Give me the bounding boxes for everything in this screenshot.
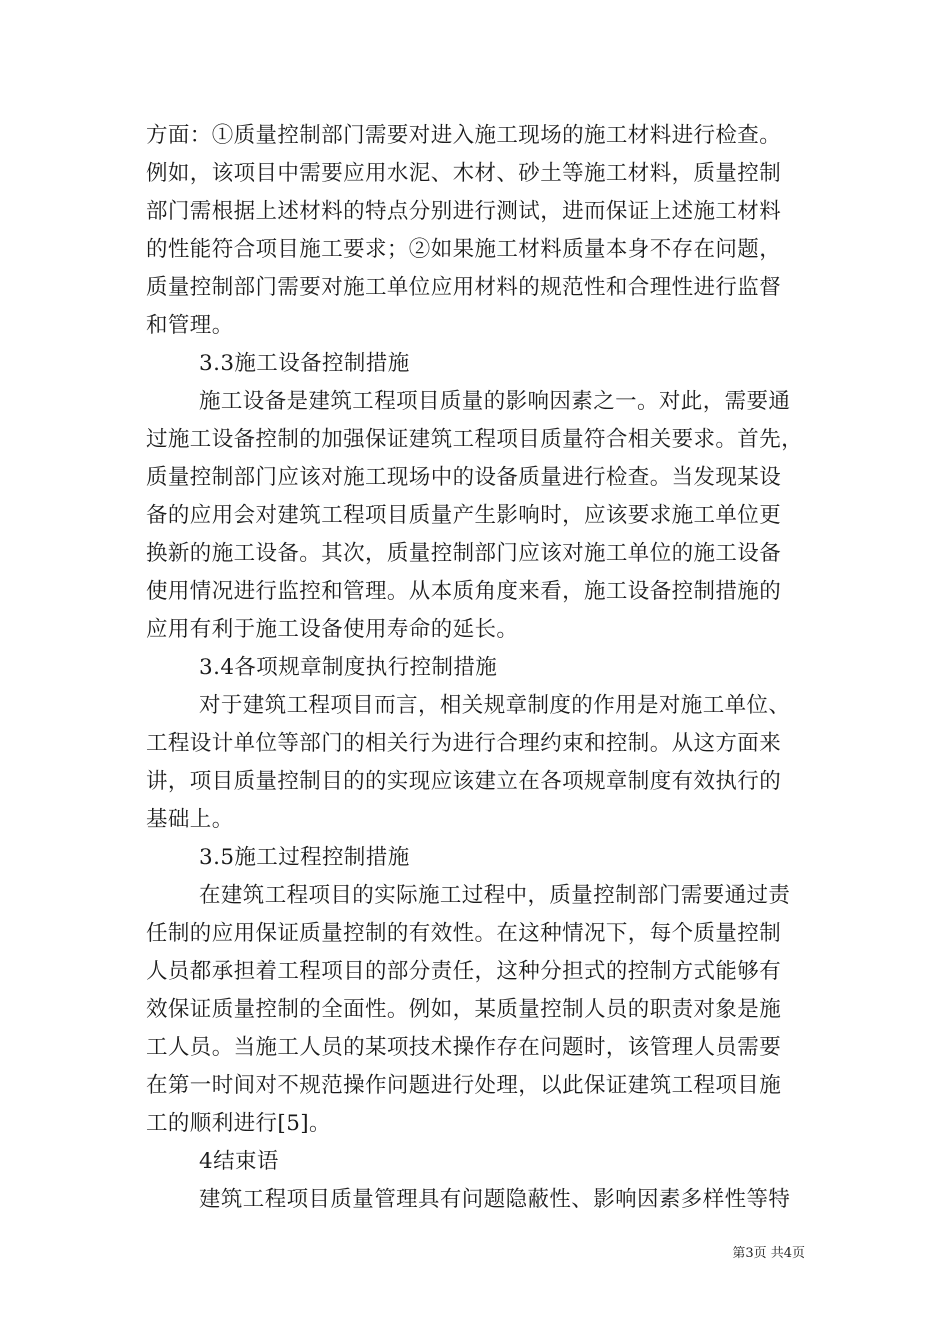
text-line: 过施工设备控制的加强保证建筑工程项目质量符合相关要求。首先， <box>146 427 804 452</box>
text-line: 讲，项目质量控制目的的实现应该建立在各项规章制度有效执行的 <box>146 769 782 794</box>
text-line: 在建筑工程项目的实际施工过程中，质量控制部门需要通过责 <box>199 883 791 908</box>
text-line: 的性能符合项目施工要求；②如果施工材料质量本身不存在问题， <box>146 237 782 262</box>
text-line: 质量控制部门需要对施工单位应用材料的规范性和合理性进行监督 <box>146 275 782 300</box>
text-line: 方面：①质量控制部门需要对进入施工现场的施工材料进行检查。 <box>146 123 782 148</box>
text-line: 应用有利于施工设备使用寿命的延长。 <box>146 617 519 642</box>
text-line: 4结束语 <box>199 1149 279 1174</box>
text-line: 例如，该项目中需要应用水泥、木材、砂土等施工材料，质量控制 <box>146 161 782 186</box>
text-line: 质量控制部门应该对施工现场中的设备质量进行检查。当发现某设 <box>146 465 782 490</box>
text-line: 3.4各项规章制度执行控制措施 <box>199 655 498 680</box>
page-number-footer: 第3页 共4页 <box>732 1246 805 1261</box>
text-line: 基础上。 <box>146 807 234 832</box>
text-line: 施工设备是建筑工程项目质量的影响因素之一。对此，需要通 <box>199 389 791 414</box>
text-line: 对于建筑工程项目而言，相关规章制度的作用是对施工单位、 <box>199 693 791 718</box>
text-line: 部门需根据上述材料的特点分别进行测试，进而保证上述施工材料 <box>146 199 782 224</box>
text-line: 工的顺利进行[5]。 <box>146 1111 331 1136</box>
text-line: 人员都承担着工程项目的部分责任，这种分担式的控制方式能够有 <box>146 959 782 984</box>
text-line: 任制的应用保证质量控制的有效性。在这种情况下，每个质量控制 <box>146 921 782 946</box>
text-line: 备的应用会对建筑工程项目质量产生影响时，应该要求施工单位更 <box>146 503 782 528</box>
text-line: 建筑工程项目质量管理具有问题隐蔽性、影响因素多样性等特 <box>199 1187 791 1212</box>
text-line: 效保证质量控制的全面性。例如，某质量控制人员的职责对象是施 <box>146 997 782 1022</box>
text-line: 工人员。当施工人员的某项技术操作存在问题时，该管理人员需要 <box>146 1035 782 1060</box>
text-line: 工程设计单位等部门的相关行为进行合理约束和控制。从这方面来 <box>146 731 782 756</box>
text-line: 3.3施工设备控制措施 <box>199 351 410 376</box>
text-line: 3.5施工过程控制措施 <box>199 845 410 870</box>
text-line: 和管理。 <box>146 313 234 338</box>
text-line: 换新的施工设备。其次，质量控制部门应该对施工单位的施工设备 <box>146 541 782 566</box>
text-line: 使用情况进行监控和管理。从本质角度来看，施工设备控制措施的 <box>146 579 782 604</box>
text-line: 在第一时间对不规范操作问题进行处理，以此保证建筑工程项目施 <box>146 1073 782 1098</box>
